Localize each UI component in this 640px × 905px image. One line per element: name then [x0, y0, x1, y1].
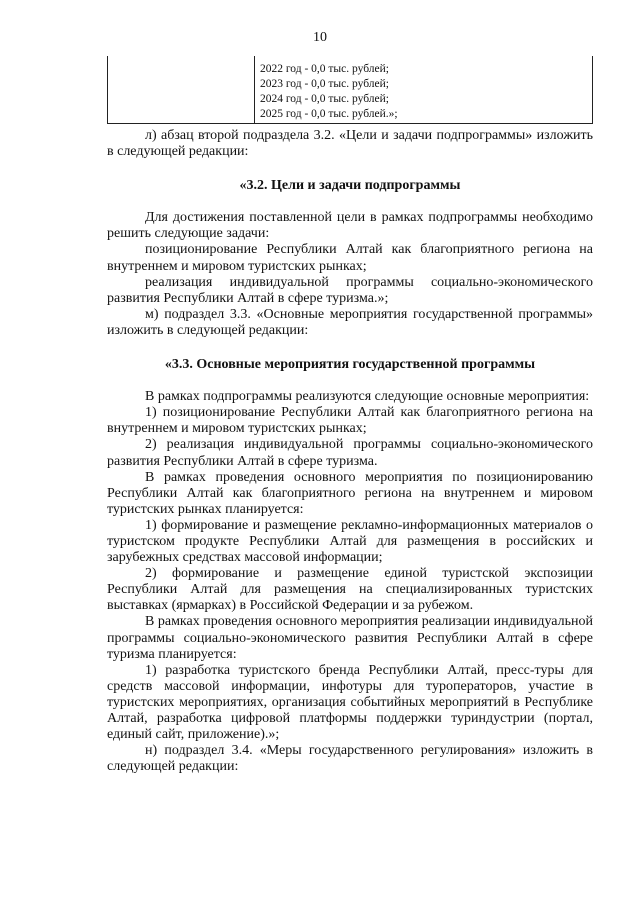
paragraph: 1) позиционирование Республики Алтай как благоприятного региона на внутреннем и мировом туристских рынках;: [107, 405, 593, 437]
paragraph: н) подраздел 3.4. «Меры государственного регулирования» изложить в следующей редакции:: [107, 743, 593, 775]
paragraph: 2) реализация индивидуальной программы социально-экономического развития Республики Алтай в сфере туризма.: [107, 437, 593, 469]
table-column-divider: [254, 56, 255, 123]
paragraph: м) подраздел 3.3. «Основные мероприятия государственной программы» изложить в следующей редакции:: [107, 306, 593, 338]
table-line: 2022 год - 0,0 тыс. рублей;: [260, 63, 389, 75]
table-cell: [260, 62, 398, 122]
paragraph: 2) формирование и размещение единой туристской экспозиции Республики Алтай для размещения на специализированных туристских выставках (ярмарках) в Российской Федерации и за рубежом.: [107, 566, 593, 614]
paragraph: л) абзац второй подраздела 3.2. «Цели и задачи подпрограммы» изложить в следующей редакции:: [107, 128, 593, 160]
paragraph: 1) формирование и размещение рекламно-информационных материалов о туристском продукте Республики Алтай для размещения в российских и зарубежных средствах массовой информации;: [107, 517, 593, 566]
document-body: [107, 128, 593, 775]
table-line: 2024 год - 0,0 тыс. рублей;: [260, 93, 389, 105]
paragraph: В рамках подпрограммы реализуются следующие основные мероприятия:: [145, 389, 590, 405]
table-line: 2025 год - 0,0 тыс. рублей.»;: [260, 108, 398, 120]
paragraph: позиционирование Республики Алтай как благоприятного региона на внутреннем и мировом туристских рынках;: [107, 242, 593, 274]
page-number: 10: [313, 30, 327, 45]
paragraph: реализация индивидуальной программы социально-экономического развития Республики Алтай в сфере туризма.»;: [107, 274, 593, 306]
paragraph: 1) разработка туристского бренда Республики Алтай, пресс-туры для средств массовой информации, инфотуры для туроператоров, участие в туристских мероприятиях, организация событийных мероприятий в Республике Алтай, разработка цифровой платформы поддержки туриндустрии (портал, единый сайт, приложение).»;: [107, 662, 593, 743]
budget-table-fragment: [107, 56, 593, 124]
table-line: 2023 год - 0,0 тыс. рублей;: [260, 78, 389, 90]
paragraph: В рамках проведения основного мероприятия реализации индивидуальной программы социально-экономического развития Республики Алтай в сфере туризма планируется:: [107, 614, 593, 662]
section-heading-3-2: «3.2. Цели и задачи подпрограммы: [239, 178, 461, 194]
section-heading-3-3: «3.3. Основные мероприятия государственной программы: [164, 357, 536, 373]
paragraph: В рамках проведения основного мероприятия по позиционированию Республики Алтай как благоприятного региона на внутреннем и мировом туристских рынках планируется:: [107, 469, 593, 517]
paragraph: Для достижения поставленной цели в рамках подпрограммы необходимо решить следующие задачи:: [107, 210, 593, 242]
